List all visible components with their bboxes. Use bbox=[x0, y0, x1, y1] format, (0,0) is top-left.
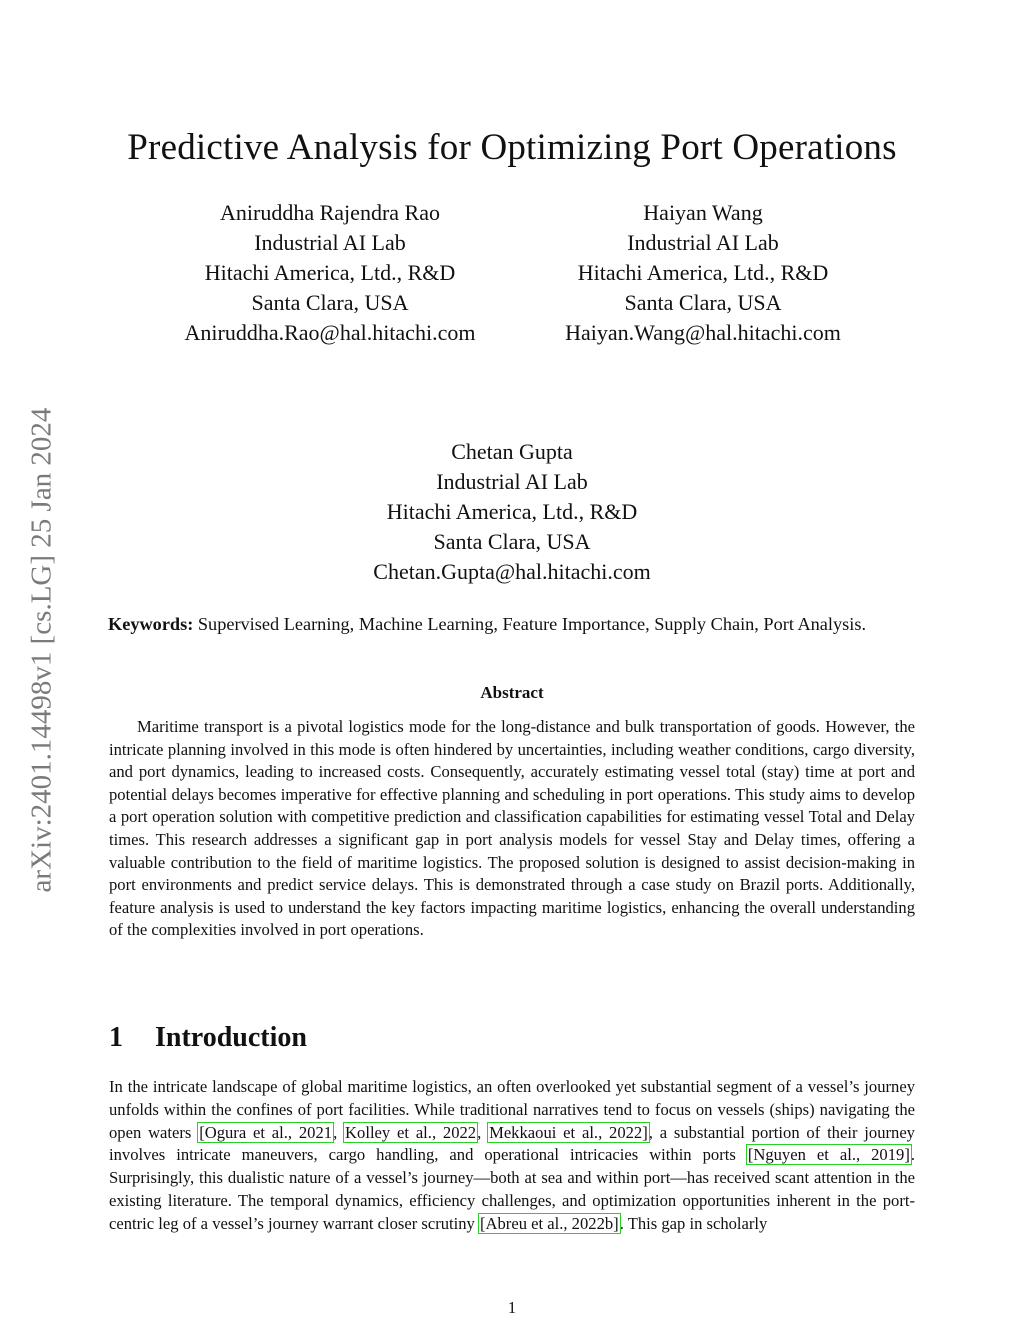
author-email: Chetan.Gupta@hal.hitachi.com bbox=[373, 559, 651, 584]
arxiv-stamp-text: arXiv:2401.14498v1 [cs.LG] 25 Jan 2024 bbox=[25, 407, 58, 893]
author-name: Chetan Gupta bbox=[451, 439, 573, 464]
citation-separator: , bbox=[333, 1122, 345, 1142]
citation-link[interactable]: [Abreu et al., 2022b] bbox=[480, 1213, 619, 1233]
intro-text-segment: . This gap in scholarly bbox=[619, 1213, 768, 1233]
author-name: Haiyan Wang bbox=[643, 200, 763, 225]
keywords-text: Supervised Learning, Machine Learning, Feature Importance, Supply Chain, Port Analysis. bbox=[197, 614, 867, 634]
author-email: Aniruddha.Rao@hal.hitachi.com bbox=[184, 320, 476, 345]
citation-link[interactable]: [Ogura et al., 2021 bbox=[199, 1122, 333, 1142]
citation-separator: , bbox=[477, 1122, 489, 1142]
author-email: Haiyan.Wang@hal.hitachi.com bbox=[565, 320, 841, 345]
author-lab: Industrial AI Lab bbox=[436, 469, 588, 494]
section-number: 1 bbox=[109, 1022, 123, 1053]
keywords-label: Keywords: bbox=[108, 614, 194, 634]
page-number: 1 bbox=[507, 1298, 517, 1317]
intro-text-segment: . Surprisingly, this dualistic nature of a vessel’s journey—both at sea and within port—has received scant attention in the existing literature. The temporal dynamics, efficiency challenges, and optimization opportunities inherent in the port-centric leg of a vessel’s journey warrant closer scrutiny bbox=[109, 1145, 916, 1233]
author-block-1 bbox=[130, 198, 530, 348]
citation-link[interactable]: Mekkaoui et al., 2022] bbox=[489, 1122, 648, 1142]
abstract-heading: Abstract bbox=[480, 683, 544, 702]
arxiv-identifier-stamp bbox=[18, 360, 66, 940]
author-block-3 bbox=[312, 437, 712, 587]
citation-link[interactable]: Kolley et al., 2022 bbox=[345, 1122, 477, 1142]
author-company: Hitachi America, Ltd., R&D bbox=[204, 260, 456, 285]
paper-title: Predictive Analysis for Optimizing Port Operations bbox=[127, 127, 897, 168]
section-heading-introduction bbox=[109, 1022, 307, 1054]
author-lab: Industrial AI Lab bbox=[254, 230, 406, 255]
section-title: Introduction bbox=[155, 1022, 307, 1053]
abstract-text: Maritime transport is a pivotal logistics mode for the long-distance and bulk transportation of goods. However, the intricate planning involved in this mode is often hindered by uncertainties, including weather conditions, cargo diversity, and port dynamics, leading to increased costs. Consequently, accurately estimating vessel total (stay) time at port and potential delays becomes imperative for effective planning and scheduling in port operations. This study aims to develop a port operation solution with competitive prediction and classification capabilities for estimating vessel Total and Delay times. This research addresses a significant gap in port analysis models for vessel Stay and Delay times, offering a valuable contribution to the field of maritime logistics. The proposed solution is designed to assist decision-making in port environments and predict service delays. This is demonstrated through a case study on Brazil ports. Additionally, feature analysis is used to understand the key factors impacting maritime logistics, enhancing the overall understanding of the complexities involved in port operations. bbox=[109, 717, 915, 940]
author-location: Santa Clara, USA bbox=[433, 529, 591, 554]
author-company: Hitachi America, Ltd., R&D bbox=[577, 260, 829, 285]
introduction-paragraph bbox=[109, 1076, 915, 1236]
keywords-paragraph bbox=[60, 612, 965, 636]
citation-link[interactable]: [Nguyen et al., 2019] bbox=[747, 1145, 910, 1165]
author-company: Hitachi America, Ltd., R&D bbox=[386, 499, 638, 524]
author-location: Santa Clara, USA bbox=[251, 290, 409, 315]
author-name: Aniruddha Rajendra Rao bbox=[220, 200, 440, 225]
author-location: Santa Clara, USA bbox=[624, 290, 782, 315]
intro-text-segment: In the intricate landscape of global maritime logistics, an often overlooked yet substantial segment of a vessel’s journey unfolds within the confines of port facilities. While traditional narratives tend to focus on vessels (ships) navigating the open waters bbox=[109, 1077, 915, 1142]
author-block-2 bbox=[503, 198, 903, 348]
author-lab: Industrial AI Lab bbox=[627, 230, 779, 255]
intro-text-segment: , a substantial portion of their journey involves intricate maneuvers, cargo handling, and operational intricacies within ports bbox=[109, 1122, 915, 1165]
